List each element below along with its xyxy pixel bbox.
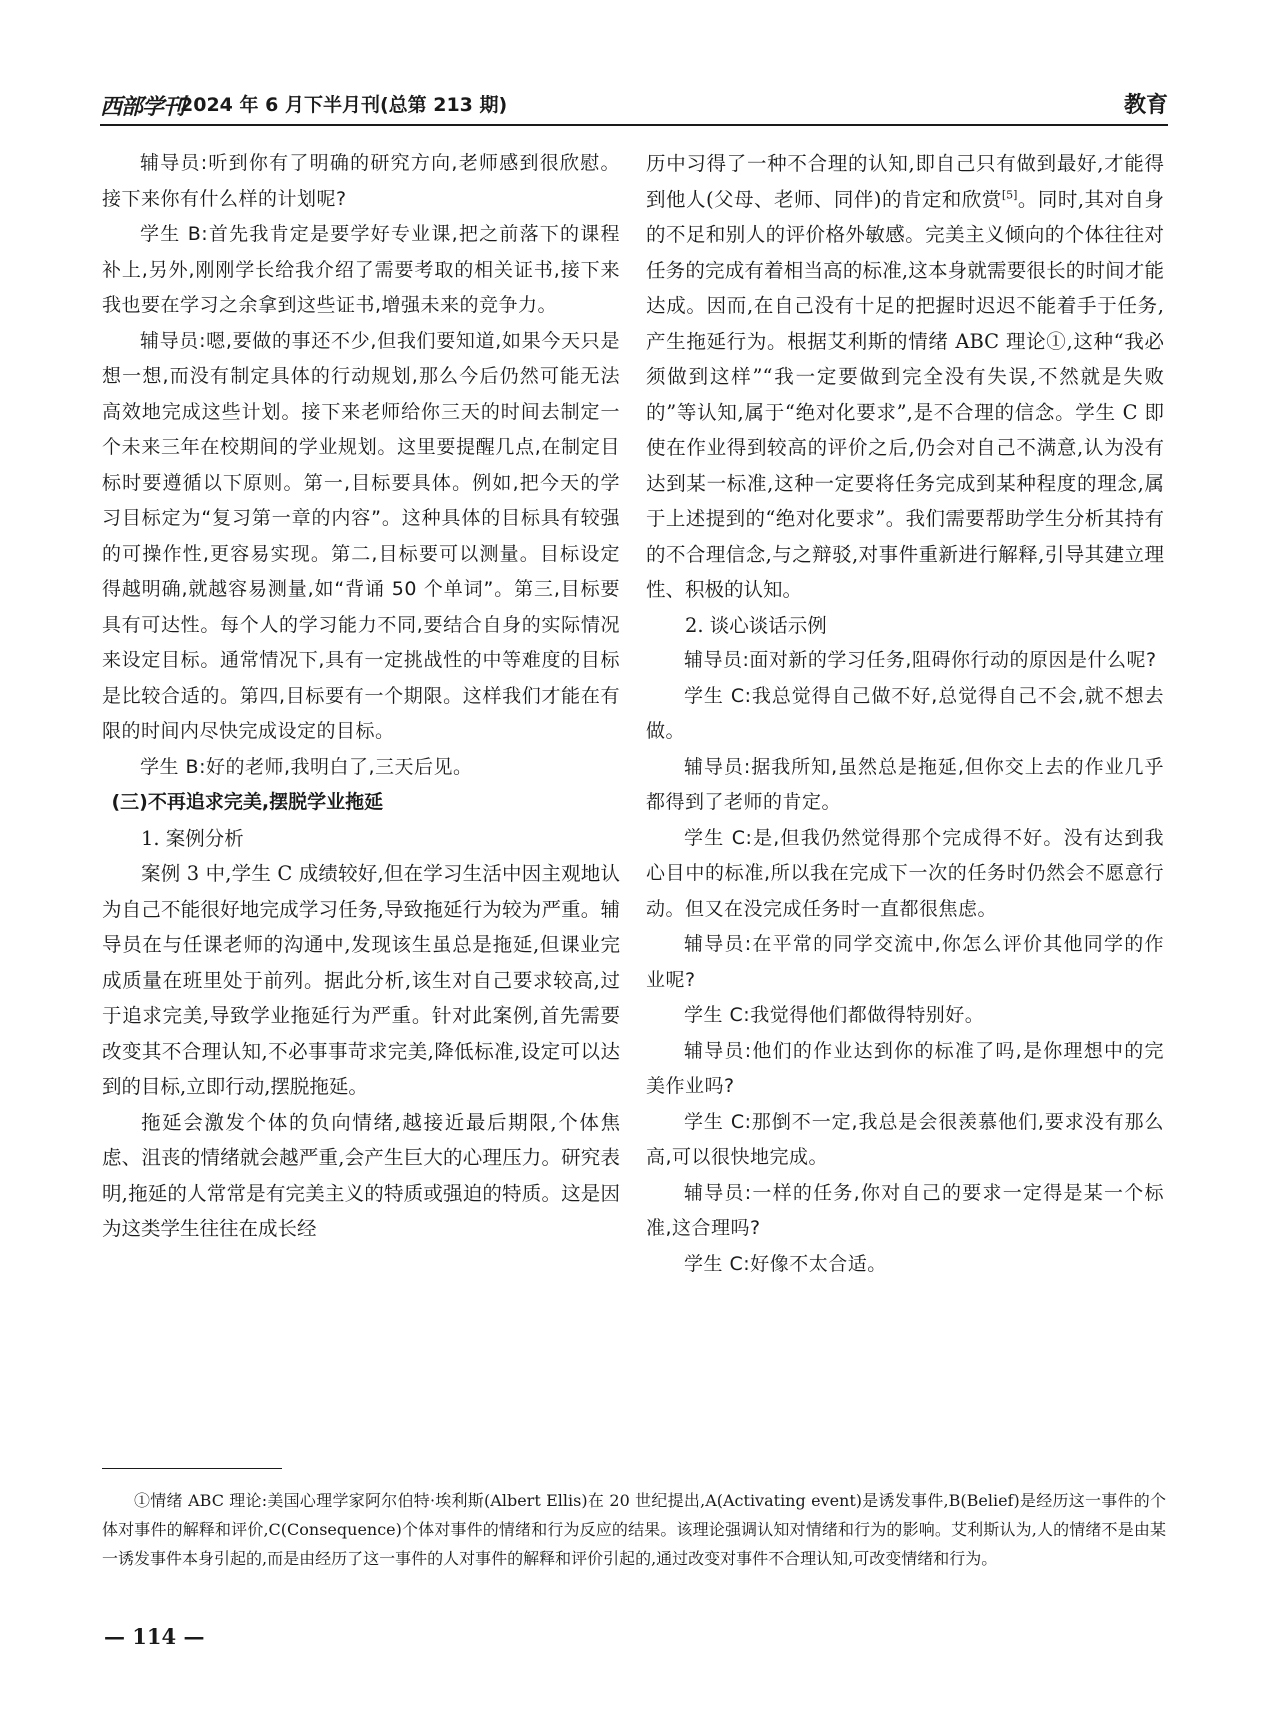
right-column bbox=[646, 146, 1164, 1282]
left-column bbox=[102, 146, 620, 1247]
dialogue-line: 辅导员:据我所知,虽然总是拖延,但你交上去的作业几乎都得到了老师的肯定。 bbox=[646, 755, 1164, 813]
issue-info: 2024 年 6 月下半月刊(总第 213 期) bbox=[180, 94, 508, 116]
footnote bbox=[102, 1486, 1166, 1573]
dialogue-line: 辅导员:听到你有了明确的研究方向,老师感到很欣慰。接下来你有什么样的计划呢? bbox=[102, 152, 620, 210]
citation-ref: [5] bbox=[1001, 188, 1018, 201]
dialogue-line: 辅导员:一样的任务,你对自己的要求一定得是某一个标准,这合理吗? bbox=[646, 1181, 1164, 1239]
paragraph-text: 历中习得了一种不合理的认知,即自己只有做到最好,才能得到他人(父母、老师、同伴)的肯定和欣赏 bbox=[646, 152, 1164, 211]
body-paragraph: 案例 3 中,学生 C 成绩较好,但在学习生活中因主观地认为自己不能很好地完成学习任务,导致拖延行为较为严重。辅导员在与任课老师的沟通中,发现该生虽总是拖延,但课业完成质量在班里处于前列。据此分析,该生对自己要求较高,过于追求完美,导致学业拖延行为严重。针对此案例,首先需要改变其不合理认知,不必事事苛求完美,降低标准,设定可以达到的目标,立即行动,摆脱拖延。 bbox=[102, 862, 620, 1098]
dialogue-line: 辅导员:他们的作业达到你的标准了吗,是你理想中的完美作业吗? bbox=[646, 1039, 1164, 1097]
footnote-text: ①情绪 ABC 理论:美国心理学家阿尔伯特·埃利斯(Albert Ellis)在 20 世纪提出,A(Activating event)是诱发事件,B(Belief)是经历这一事件的个体对事件的解释和评价,C(Consequence)个体对事件的情绪和行为反应的结果。该理论强调认知对情绪和行为的影响。艾利斯认为,人的情绪不是由某一诱发事件本身引起的,而是由经历了这一事件的人对事件的解释和评价引起的,通过改变对事件不合理认知,可改变情绪和行为。 bbox=[102, 1491, 1166, 1568]
dialogue-line: 学生 C:那倒不一定,我总是会很羡慕他们,要求没有那么高,可以很快地完成。 bbox=[646, 1110, 1164, 1168]
page-number: — 114 — bbox=[104, 1624, 205, 1649]
running-header bbox=[100, 88, 1168, 126]
dialogue-line: 学生 C:我觉得他们都做得特别好。 bbox=[684, 1004, 985, 1026]
dialogue-line: 学生 C:好像不太合适。 bbox=[684, 1252, 887, 1275]
body-paragraph bbox=[646, 146, 1164, 608]
subsection-heading: 2. 谈心谈话示例 bbox=[685, 613, 827, 637]
dialogue-line: 辅导员:嗯,要做的事还不少,但我们要知道,如果今天只是想一想,而没有制定具体的行动规划,那么今后仍然可能无法高效地完成这些计划。接下来老师给你三天的时间去制定一个未来三年在校期间的学业规划。这里要提醒几点,在制定目标时要遵循以下原则。第一,目标要具体。例如,把今天的学习目标定为“复习第一章的内容”。这种具体的目标具有较强的可操作性,更容易实现。第二,目标要可以测量。目标设定得越明确,就越容易测量,如“背诵 50 个单词”。第三,目标要具有可达性。每个人的学习能力不同,要结合自身的实际情况来设定目标。通常情况下,具有一定挑战性的中等难度的目标是比较合适的。第四,目标要有一个期限。这样我们才能在有限的时间内尽快完成设定的目标。 bbox=[102, 329, 620, 742]
dialogue-line: 辅导员:面对新的学习任务,阻碍你行动的原因是什么呢? bbox=[684, 649, 1157, 671]
section-label: 教育 bbox=[1123, 93, 1168, 118]
subsection-heading: 1. 案例分析 bbox=[141, 826, 244, 850]
footnote-divider bbox=[102, 1468, 282, 1469]
dialogue-line: 学生 C:是,但我仍然觉得那个完成得不好。没有达到我心目中的标准,所以我在完成下一次的任务时仍然会不愿意行动。但又在没完成任务时一直都很焦虑。 bbox=[646, 826, 1164, 920]
dialogue-line: 学生 B:首先我肯定是要学好专业课,把之前落下的课程补上,另外,刚刚学长给我介绍了需要考取的相关证书,接下来我也要在学习之余拿到这些证书,增强未来的竞争力。 bbox=[102, 223, 620, 316]
body-paragraph: 拖延会激发个体的负向情绪,越接近最后期限,个体焦虑、沮丧的情绪就会越严重,会产生巨大的心理压力。研究表明,拖延的人常常是有完美主义的特质或强迫的特质。这是因为这类学生往往在成长经 bbox=[102, 1110, 620, 1240]
dialogue-line: 学生 B:好的老师,我明白了,三天后见。 bbox=[140, 755, 473, 778]
paragraph-text: 。同时,其对自身的不足和别人的评价格外敏感。完美主义倾向的个体往往对任务的完成有着相当高的标准,这本身就需要很长的时间才能达成。因而,在自己没有十足的把握时迟迟不能着手于任务,产生拖延行为。根据艾利斯的情绪 ABC 理论①,这种“我必须做到这样”“我一定要做到完全没有失误,不然就是失败的”等认知,属于“绝对化要求”,是不合理的信念。学生 C 即使在作业得到较高的评价之后,仍会对自己不满意,认为没有达到某一标准,这种一定要将任务完成到某种程度的理念,属于上述提到的“绝对化要求”。我们需要帮助学生分析其持有的不合理信念,与之辩驳,对事件重新进行解释,引导其建立理性、积极的认知。 bbox=[646, 187, 1164, 601]
section-heading: (三)不再追求完美,摆脱学业拖延 bbox=[111, 791, 384, 813]
journal-logo: 西部学刊 bbox=[100, 94, 185, 120]
dialogue-line: 学生 C:我总觉得自己做不好,总觉得自己不会,就不想去做。 bbox=[646, 684, 1164, 742]
dialogue-line: 辅导员:在平常的同学交流中,你怎么评价其他同学的作业呢? bbox=[646, 933, 1164, 991]
